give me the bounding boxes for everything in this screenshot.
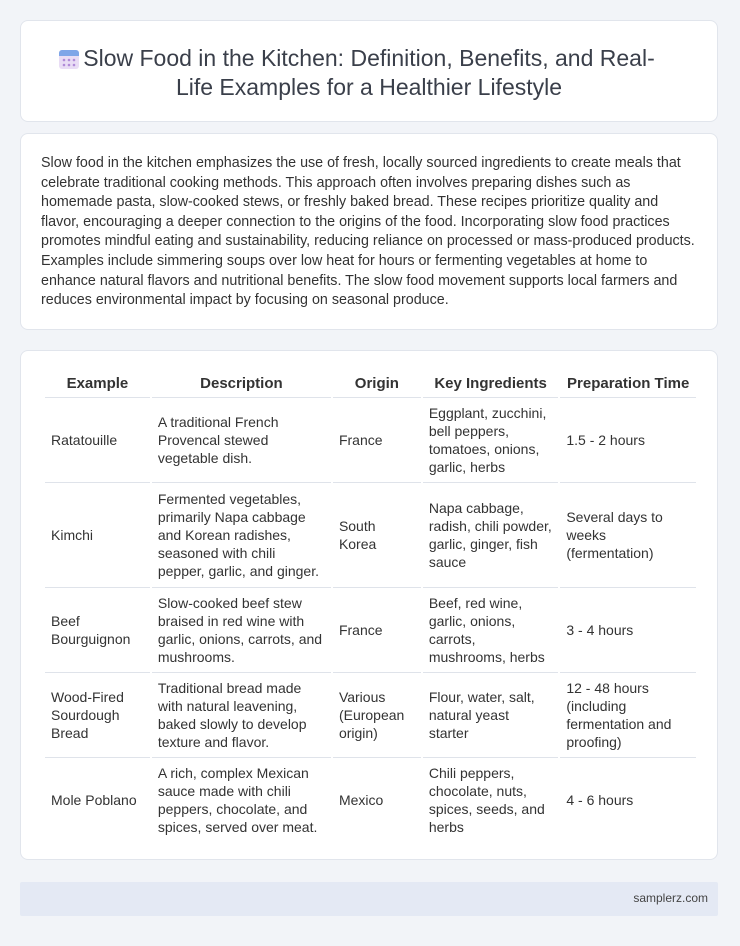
cell-origin: Various (European origin) <box>333 672 421 757</box>
cell-example: Wood-Fired Sourdough Bread <box>45 672 150 757</box>
cell-example: Kimchi <box>45 482 150 587</box>
cell-description: Slow-cooked beef stew braised in red wine with garlic, onions, carrots, and mushrooms. <box>152 587 331 672</box>
title-card <box>20 20 718 122</box>
cell-description: A traditional French Provencal stewed vegetable dish. <box>152 397 331 482</box>
table-row <box>45 482 696 587</box>
cell-prep-time: Several days to weeks (fermentation) <box>560 482 696 587</box>
cell-ingredients: Beef, red wine, garlic, onions, carrots, mushrooms, herbs <box>423 587 559 672</box>
column-header: Preparation Time <box>567 375 690 392</box>
column-header: Key Ingredients <box>434 375 547 392</box>
table-row <box>45 757 696 842</box>
cell-example: Beef Bourguignon <box>45 587 150 672</box>
cell-ingredients: Eggplant, zucchini, bell peppers, tomatoes, onions, garlic, herbs <box>423 397 559 482</box>
cell-prep-time: 1.5 - 2 hours <box>560 397 696 482</box>
cell-description: Fermented vegetables, primarily Napa cabbage and Korean radishes, seasoned with chili pepper, garlic, and ginger. <box>152 482 331 587</box>
cell-origin: Mexico <box>333 757 421 842</box>
cell-example: Mole Poblano <box>45 757 150 842</box>
table-row <box>45 397 696 482</box>
cell-prep-time: 12 - 48 hours (including fermentation and proofing) <box>560 672 696 757</box>
column-header: Example <box>66 375 129 392</box>
cell-origin: France <box>333 397 421 482</box>
cell-example: Ratatouille <box>45 397 150 482</box>
summary-card <box>20 133 718 330</box>
footer-site-link[interactable]: samplerz.com <box>633 891 708 905</box>
table-row <box>45 672 696 757</box>
table-row <box>45 587 696 672</box>
table-header-row <box>45 373 696 397</box>
cell-origin: France <box>333 587 421 672</box>
cell-description: A rich, complex Mexican sauce made with chili peppers, chocolate, and spices, served over meat. <box>152 757 331 842</box>
cell-prep-time: 4 - 6 hours <box>560 757 696 842</box>
cell-ingredients: Napa cabbage, radish, chili powder, garlic, ginger, fish sauce <box>423 482 559 587</box>
examples-table <box>43 373 698 842</box>
column-header: Description <box>200 375 283 392</box>
cell-prep-time: 3 - 4 hours <box>560 587 696 672</box>
cell-ingredients: Chili peppers, chocolate, nuts, spices, seeds, and herbs <box>423 757 559 842</box>
summary-text: Slow food in the kitchen emphasizes the use of fresh, locally sourced ingredients to create meals that celebrate traditional cooking methods. This approach often involves preparing dishes such as homemade pasta, slow-cooked stews, or freshly baked bread. These recipes prioritize quality and flavor, encouraging a deeper connection to the origins of the food. Incorporating slow food practices promotes mindful eating and sustainability, reducing reliance on processed or mass-produced products. Examples include simmering soups over low heat for hours or fermenting vegetables at home to enhance natural flavors and nutritional benefits. The slow food movement supports local farmers and reduces environmental impact by focusing on seasonal produce. <box>41 155 695 309</box>
table-card <box>20 350 718 860</box>
column-header: Origin <box>354 375 399 392</box>
footer <box>20 882 718 916</box>
cell-description: Traditional bread made with natural leavening, baked slowly to develop texture and flavor. <box>152 672 331 757</box>
cell-ingredients: Flour, water, salt, natural yeast starter <box>423 672 559 757</box>
page-title: Slow Food in the Kitchen: Definition, Benefits, and Real-Life Examples for a Healthier Lifestyle <box>83 45 655 100</box>
cell-origin: South Korea <box>333 482 421 587</box>
